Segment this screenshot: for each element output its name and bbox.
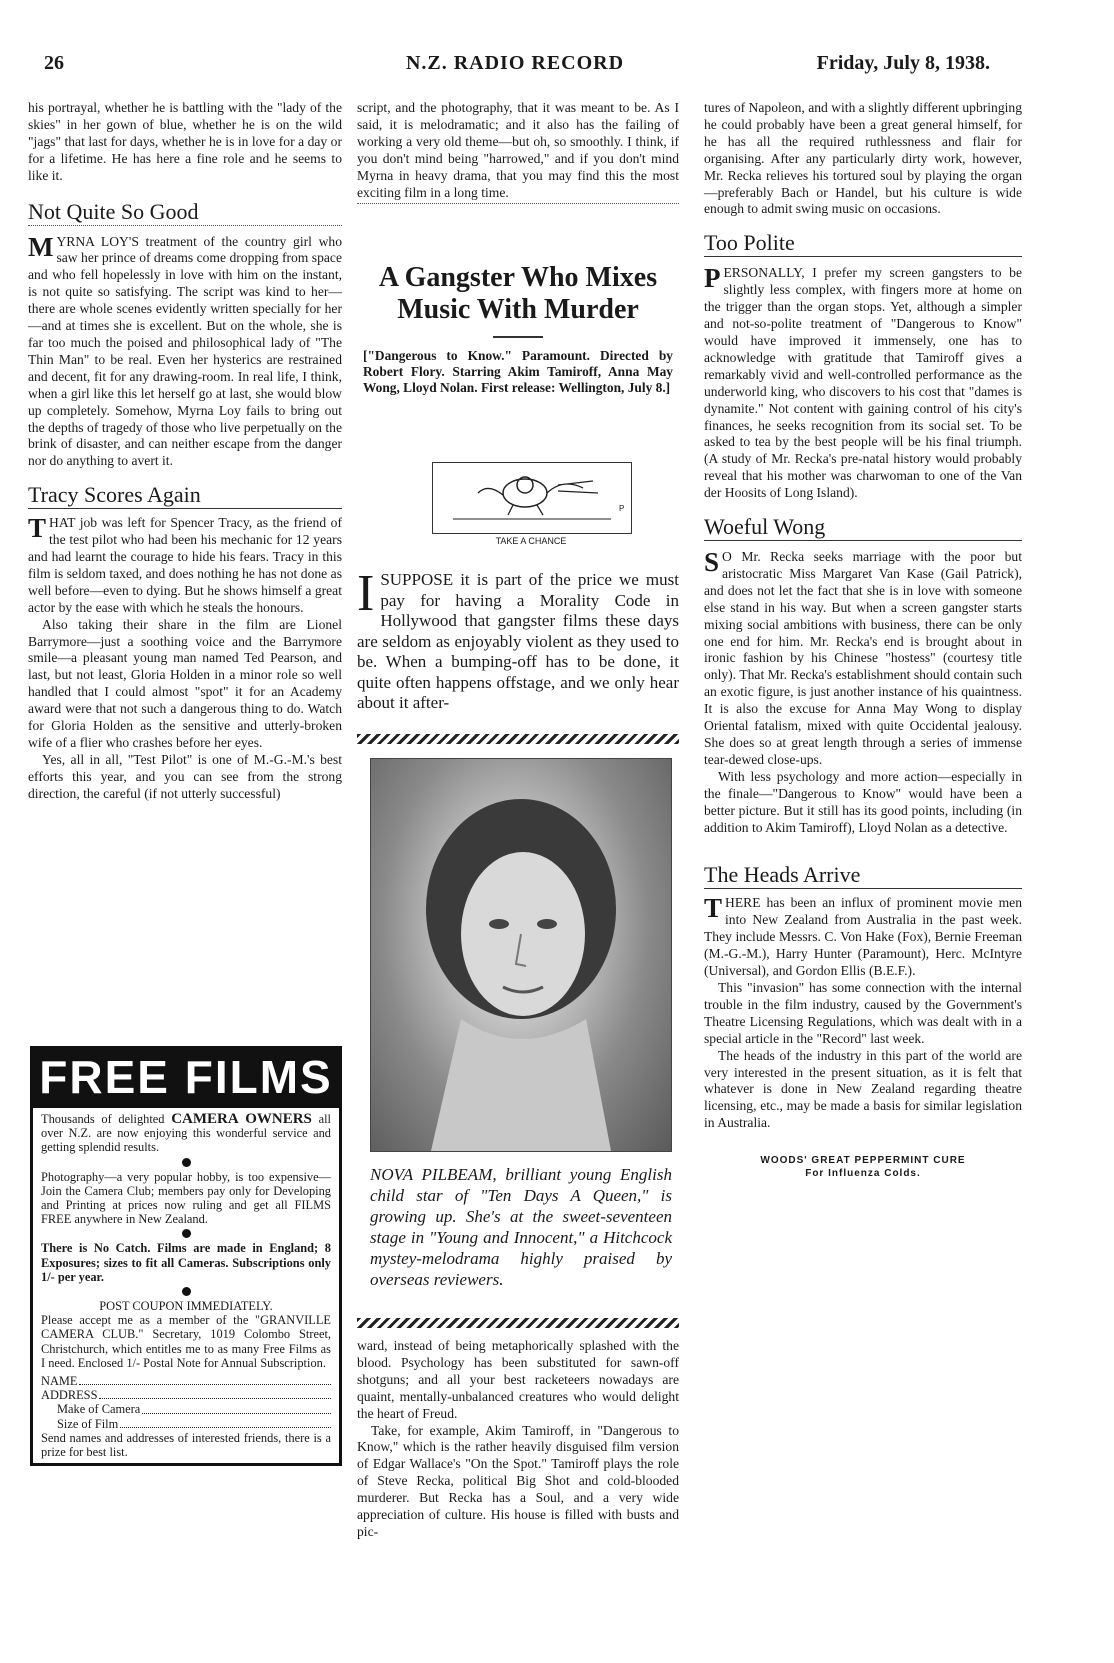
- heading-woeful-wong: Woeful Wong: [704, 514, 1022, 541]
- dropcap-t2: T: [704, 893, 723, 924]
- col3-section2-p2: With less psychology and more action—especially in the finale—"Dangerous to Know" would have been a better picture. But it still has its good points, including (in addition to Akim Tamiroff), Lloyd Nolan as a detective.: [704, 768, 1022, 835]
- gangster-article-header: [357, 262, 679, 396]
- column-2: [357, 100, 679, 204]
- coupon-text: Please accept me as a member of the "GRANVILLE CAMERA CLUB." Secretary, 1019 Colombo Street, Christchurch, which entitles me to as many Free Films as I need. Enclosed 1/- Postal Note for Annual Subscription.: [41, 1313, 331, 1370]
- bullet-icon: [182, 1158, 191, 1167]
- zigzag-border-top: [357, 734, 679, 744]
- ad-p1-pre: Thousands of delighted: [41, 1112, 172, 1126]
- address-dots: [99, 1398, 331, 1399]
- cartoon-drawing-icon: [433, 463, 631, 533]
- col3-section1-text: ERSONALLY, I prefer my screen gangsters to be slightly less complex, with fingers more at home on the trigger than the organ stops. Yet, although a simpler and not-so-polite treatment of "Dangerous to Know" would have improved it immensely, one has to acknowledge with gratitude that Tamiroff gives a remarkably vivid and well-controlled performance as the underworld king, who discovers to his cost that "dames is dynamite." Not content with gaining control of his city's finances, he seeks recognition from its social set. To be asked to tea by the best people will be his final triumph. (A study of Mr. Recka's pre-natal history would probably reveal that his mother was charwoman to one of the Van der Hoosits of Long Island).: [704, 265, 1022, 501]
- free-films-ad: [30, 1046, 342, 1466]
- ad-p1: [41, 1112, 331, 1155]
- ad-friends: Send names and addresses of interested friends, there is a prize for best list.: [41, 1430, 331, 1460]
- gangster-p3: Take, for example, Akim Tamiroff, in "Dangerous to Know," which is the rather heavily disguised film version of Edgar Wallace's "On the Spot." Tamiroff plays the role of Steve Recka, political Big Shot and cold-blooded murderer. But Recka has a Soul, and a very wide appreciation of culture. His house is filled with busts and pic-: [357, 1422, 679, 1539]
- col3-intro: tures of Napoleon, and with a slightly different upbringing he could probably have been a great general himself, for he has all the required ruthlessness and flair for organising. After any particularly dirty work, however, Mr. Recka relieves his tortured soul by playing the organ—preferably Bach or Handel, but his culture is wide enough to admit swing music on occasions.: [704, 100, 1023, 217]
- gangster-p2: ward, instead of being metaphorically splashed with the blood. Psychology has been substituted for sawn-off shotguns; and all your best racketeers nowadays are quaint, mentally-unbalanced creatures who would delight the heart of Freud.: [357, 1338, 679, 1421]
- col1-section2-p2: Also taking their share in the film are Lionel Barrymore—just a soothing voice and the Barrymore smile—a pleasant young man named Ted Pearson, and last, but not least, Gloria Holden in a minor role so well handled that I could almost "spot" it for an Academy award were that not such a dangerous thing to do. Watch for Gloria Holden as the sensitive and utterly-broken wife of a flier who crashes before her eyes.: [28, 616, 342, 750]
- ad-p3: There is No Catch. Films are made in England; 8 Exposures; sizes to fit all Cameras. Subscriptions only 1/- per year.: [41, 1241, 331, 1284]
- ad-camera-owners: CAMERA OWNERS: [171, 1111, 312, 1127]
- svg-text:P: P: [619, 504, 625, 513]
- col1-intro: his portrayal, whether he is battling with the "lady of the skies" in her gown of blue, whether he is on the wild "jags" that last for days, whether he is in love for a day or for a lifetime. He has here a fine role and he seems to like it.: [28, 100, 342, 183]
- camera-dots: [142, 1413, 331, 1414]
- bullet-icon: [182, 1287, 191, 1296]
- publication-title: N.Z. RADIO RECORD: [405, 52, 625, 74]
- cartoon-box: [432, 462, 632, 534]
- col2-intro: script, and the photography, that it was meant to be. As I said, it is melodramatic; and it also has the failing of working a very old theme—but oh, so smoothly. I think, if you don't mind being "harrowed," and if you don't mind Myrna in heavy drama, that you may find this the most exciting film in a long time.: [357, 100, 679, 200]
- address-label: ADDRESS: [41, 1388, 98, 1403]
- camera-field[interactable]: [41, 1402, 331, 1416]
- heading-the-heads-arrive: The Heads Arrive: [704, 862, 1022, 889]
- title-rule: [493, 336, 543, 338]
- col1-section2-p3: Yes, all in all, "Test Pilot" is one of M.-G.-M.'s best efforts this year, and you can see from the strong direction, the careful (if not utterly successful): [28, 751, 342, 801]
- name-field[interactable]: [41, 1374, 331, 1388]
- nova-pilbeam-photo: [370, 758, 672, 1152]
- ad-p2: Photography—a very popular hobby, is too expensive—Join the Camera Club; members pay only for Developing and Printing at prices now ruling and get all FILMS FREE anywhere in New Zealand.: [41, 1169, 331, 1227]
- zigzag-border-bottom: [357, 1318, 679, 1328]
- col1-section2-p1: [28, 515, 342, 616]
- heading-not-quite-so-good: Not Quite So Good: [28, 199, 342, 226]
- dropcap-i: I: [357, 565, 375, 622]
- woods-ad-line2: For Influenza Colds.: [805, 1168, 921, 1180]
- dropcap-m: M: [28, 231, 54, 262]
- ad-banner: FREE FILMS: [30, 1046, 342, 1108]
- film-credits: ["Dangerous to Know." Paramount. Directed by Robert Flory. Starring Akim Tamiroff, Anna May Wong, Lloyd Nolan. First release: Wellington, July 8.]: [363, 347, 673, 395]
- name-dots: [79, 1384, 331, 1385]
- gangster-p1-text: SUPPOSE it is part of the price we must pay for having a Morality Code in Hollywood that gangster films these days are seldom as enjoyably violent as they used to be. When a bumping-off has to be done, it quite often happens offstage, and we only hear about it after-: [357, 570, 679, 712]
- ad-body: [30, 1108, 342, 1466]
- camera-label: Make of Camera: [57, 1402, 141, 1417]
- col3-section3-text: HERE has been an influx of prominent movie men into New Zealand from Australia in the past week. They include Messrs. C. Von Hake (Fox), Bernie Freeman (M.-G.-M.), Harry Hunter (Paramount), Herc. McIntyre (Universal), and Gordon Ellis (B.E.F.).: [704, 895, 1022, 979]
- portrait-icon: [371, 759, 671, 1151]
- col1-section1-text: YRNA LOY'S treatment of the country girl who saw her prince of dreams come dropping from space and who fell hopelessly in love with him on the instant, is not quite so satisfying. The script was kind to her—there are whole scenes evidently written specially for her—and at times she is excellent. But on the whole, she is far too much the poised and philosophical lady of "The Thin Man" to be real. Even her hysterics are restrained and decent, fit for any drawing-room. In real life, I think, when a girl like this let herself go at last, she would blow up completely. Somehow, Myrna Loy fails to bring out the depths of tragedy of those who live perpetually on the brink of disaster, and can neither escape from the danger nor do anything to avert it.: [28, 233, 342, 469]
- woods-ad-line1: WOODS' GREAT PEPPERMINT CURE: [760, 1155, 966, 1167]
- heading-too-polite: Too Polite: [704, 230, 1022, 257]
- issue-date: Friday, July 8, 1938.: [816, 52, 990, 74]
- dropcap-p: P: [704, 263, 721, 294]
- woods-ad: [704, 1154, 1022, 1180]
- col3-section3-p2: This "invasion" has some connection with the internal trouble in the film industry, caused by the Government's Theatre Licensing Regulations, which was dealt with in a special article in the "Record" last week.: [704, 979, 1022, 1046]
- bullet-icon: [182, 1229, 191, 1238]
- col3-section2-text: O Mr. Recka seeks marriage with the poor but aristocratic Miss Margaret Van Kase (Gail Patrick), and does not let the fact that she is in love with someone else stand in his way. But when a screen gangster starts mixing social ambitions with business, there can be only one end for him. Mr. Recka's end is brought about in ironic fashion by his Chinese "hostess" (courtesy title only). That Mr. Recka's establishment should contain such an exotic figure, is just another instance of his quaintness. It is also the excuse for Anna May Wong to display Oriental fatalism, mixed with quite Occidental jealousy. She does so at great length through a series of immense tear-dewed close-ups.: [704, 549, 1022, 767]
- col1-section1-p1: [28, 231, 342, 471]
- column-1: [28, 100, 342, 803]
- photo-caption: NOVA PILBEAM, brilliant young English child star of "Ten Days A Queen," is growing up. She's at the sweet-seventeen stage in "Young and Innocent," a Hitchcock mystey-melodrama highly praised by overseas reviewers.: [370, 1165, 672, 1289]
- column-2-lower: [357, 1338, 679, 1541]
- col3-section3-p1: [704, 895, 1022, 980]
- dropcap-t: T: [28, 513, 47, 544]
- address-field[interactable]: [41, 1388, 331, 1402]
- heading-tracy-scores-again: Tracy Scores Again: [28, 482, 342, 509]
- col3-section2-p1: [704, 549, 1022, 769]
- name-label: NAME: [41, 1374, 78, 1389]
- divider: [357, 203, 679, 204]
- page-number: 26: [44, 52, 64, 74]
- article-title: A Gangster Who Mixes Music With Murder: [378, 262, 658, 325]
- column-3: [704, 100, 1022, 1180]
- film-size-field[interactable]: [41, 1417, 331, 1431]
- gangster-p1: [357, 565, 679, 714]
- col1-section2-text: HAT job was left for Spencer Tracy, as the friend of the test pilot who had been his mechanic for 12 years and had learnt the courage to hide his fears. Tracy in this film is seldom taxed, and does nothing he has not done as well before—even to dying. But he shows himself a great actor by the ease with which he steals the honours.: [28, 515, 342, 615]
- coupon-title: POST COUPON IMMEDIATELY.: [99, 1299, 273, 1314]
- dropcap-s: S: [704, 547, 720, 578]
- col3-section1-p1: [704, 265, 1022, 502]
- ad-p1-post: all over N.Z. are now enjoying this wonderful service and getting splendid results.: [41, 1112, 331, 1155]
- col3-section3-p3: The heads of the industry in this part of the world are very interested in the present situation, as it is felt that whatever is done in New Zealand regarding theatre licensing, etc., may be made a basis for similar legislation in Australia.: [704, 1047, 1022, 1131]
- size-dots: [120, 1427, 331, 1428]
- size-label: Size of Film: [57, 1416, 119, 1431]
- cartoon-caption: TAKE A CHANCE: [495, 536, 567, 546]
